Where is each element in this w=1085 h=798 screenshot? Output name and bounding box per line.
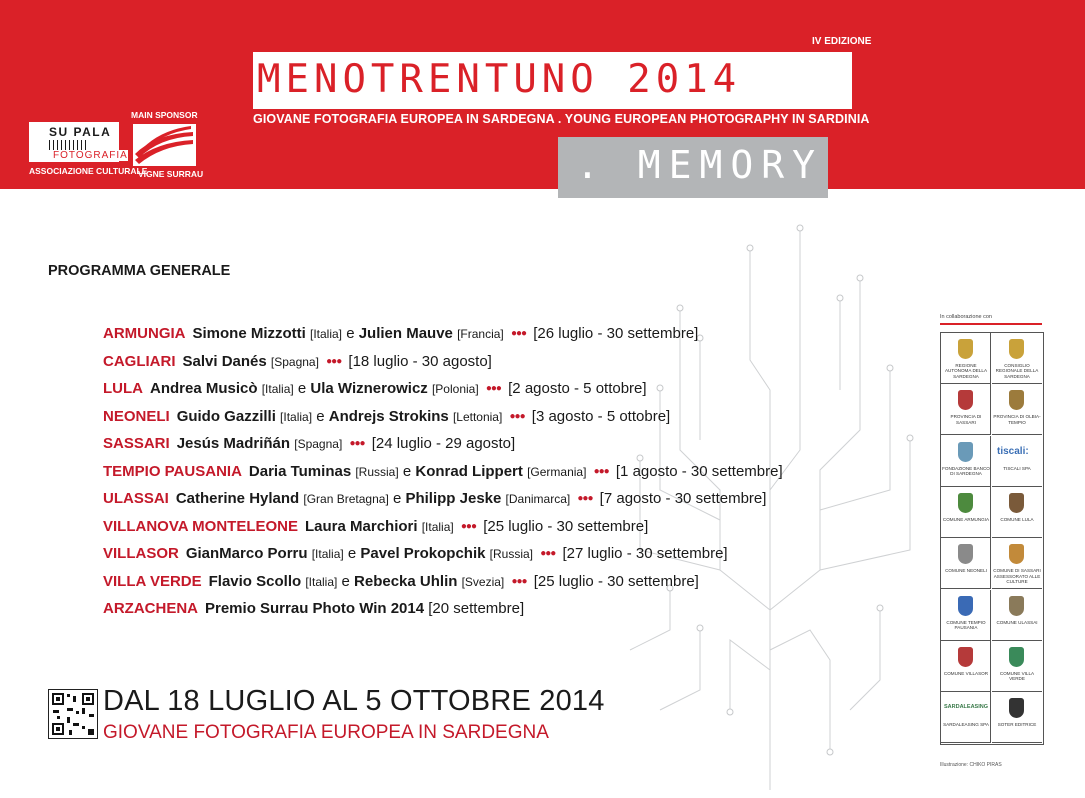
partner-label: COMUNE NEONELI [945, 568, 987, 574]
exhibition-dates: [3 agosto - 5 ottobre] [531, 407, 671, 425]
illustration-credit: Illustrazione: CHIKO PIRAS [940, 762, 1002, 768]
sponsor-caption: VIGNE SURRAU [138, 169, 204, 179]
artist-name: Flavio Scollo [208, 572, 302, 590]
programme-row [103, 403, 783, 431]
programme-row [103, 458, 783, 486]
partner-logo [941, 590, 991, 641]
artist-country: [Italia] [280, 409, 313, 424]
coat-of-arms-icon [1009, 493, 1024, 513]
collab-panel [940, 332, 1044, 745]
coat-of-arms-icon: SARDALEASING [944, 704, 989, 711]
venue-city: TEMPIO PAUSANIA [103, 462, 242, 480]
partner-logo [992, 538, 1042, 589]
venue-city: VILLASOR [103, 545, 179, 562]
separator-dots: ●●● [509, 410, 525, 422]
artist-name: Laura Marchiori [305, 517, 418, 535]
artist-name: Ula Wiznerowicz [310, 380, 428, 397]
artist-country: [Italia] [261, 382, 294, 396]
partner-logo [941, 692, 991, 743]
artist-name: Premio Surrau Photo Win 2014 [205, 600, 425, 617]
programme-title: PROGRAMMA GENERALE [48, 263, 231, 279]
artist-connector: e [341, 572, 350, 590]
partner-logo [992, 487, 1042, 538]
coat-of-arms-icon [958, 493, 973, 513]
artist-connector: e [347, 545, 357, 562]
separator-dots: ●●● [460, 520, 477, 532]
venue-city: ARMUNGIA [103, 325, 186, 342]
venue-city: NEONELI [103, 407, 170, 425]
separator-dots: ●●● [510, 328, 527, 339]
programme-row [103, 568, 783, 596]
artist-country: [Svezia] [461, 574, 505, 589]
memory-theme: . MEMORY [576, 143, 824, 187]
separator-dots: ●●● [511, 575, 527, 587]
programme-row [103, 540, 783, 568]
partner-logo [941, 384, 991, 435]
partner-label: CONSIGLIO REGIONALE DELLA SARDEGNA [995, 363, 1039, 379]
venue-city: LULA [103, 380, 143, 397]
partner-label: TISCALI SPA [1003, 465, 1031, 471]
separator-dots: ●●● [593, 465, 609, 477]
programme-row [103, 430, 783, 458]
artist-country: [Germania] [527, 464, 587, 479]
exhibition-dates: [1 agosto - 30 settembre] [615, 462, 783, 480]
exhibition-dates: [25 luglio - 30 settembre] [483, 517, 649, 535]
coat-of-arms-icon: tiscali: [997, 445, 1029, 457]
separator-dots: ●●● [540, 548, 556, 559]
title-box [253, 52, 852, 109]
partner-label: PROVINCIA DI OLBIA-TEMPIO [993, 414, 1041, 425]
artist-country: [Gran Bretagna] [303, 492, 389, 506]
exhibition-dates: [7 agosto - 30 settembre] [599, 490, 767, 507]
vigne-surrau-logo [133, 124, 196, 166]
partner-logo [992, 333, 1042, 384]
partner-logo [992, 641, 1042, 692]
artist-name: Rebecka Uhlin [354, 572, 458, 590]
artist-connector: e [392, 490, 402, 507]
partner-logo [941, 436, 991, 487]
exhibition-dates: [25 luglio - 30 settembre] [533, 572, 699, 590]
exhibition-dates: [27 luglio - 30 settembre] [562, 545, 728, 562]
coat-of-arms-icon [1009, 647, 1024, 667]
partner-label: SARDALEASING SPA [943, 722, 989, 728]
partner-logo [941, 487, 991, 538]
coat-of-arms-icon [958, 390, 973, 410]
artist-name: Guido Gazzilli [176, 407, 276, 425]
coat-of-arms-icon [1009, 544, 1024, 564]
qr-code-icon[interactable] [48, 689, 98, 739]
separator-dots: ●●● [577, 493, 593, 504]
programme-row [103, 595, 783, 623]
partner-label: COMUNE DI SASSARI ASSESSORATO ALLE CULTURE [993, 568, 1041, 584]
exhibition-dates: [2 agosto - 5 ottobre] [508, 380, 647, 397]
partner-logo [992, 436, 1042, 487]
coat-of-arms-icon [1009, 390, 1024, 410]
supalatu-logo-name: SU PALA [49, 125, 111, 139]
artist-name: Julien Mauve [358, 325, 453, 342]
artist-country: [Italia] [311, 547, 344, 561]
supalatu-caption: ASSOCIAZIONE CULTURALE [29, 166, 148, 176]
partner-logo [992, 590, 1042, 641]
barcode-icon [49, 140, 89, 150]
artist-connector: e [402, 462, 412, 480]
artist-country: [Danimarca] [505, 492, 571, 506]
artist-name: Simone Mizzotti [192, 325, 306, 342]
partner-label: PROVINCIA DI SASSARI [950, 414, 982, 425]
partner-label: COMUNE VILLA VERDE [999, 670, 1035, 682]
venue-city: VILLA VERDE [103, 572, 202, 590]
partner-label: COMUNE LULA [1000, 516, 1034, 522]
coat-of-arms-icon [1009, 698, 1024, 718]
separator-dots: ●●● [326, 355, 342, 367]
coat-of-arms-icon [958, 442, 973, 462]
coat-of-arms-icon [958, 596, 973, 616]
artist-name: Andrejs Strokins [328, 407, 449, 425]
artist-connector: e [316, 407, 325, 425]
artist-country: [Spagna] [294, 437, 343, 451]
venue-city: CAGLIARI [103, 352, 176, 370]
programme-row [103, 513, 783, 541]
artist-country: [Russia] [355, 464, 399, 479]
artist-country: [Russia] [489, 547, 534, 561]
partner-logo [941, 333, 991, 384]
exhibition-dates: [20 settembre] [428, 600, 525, 617]
venue-city: ULASSAI [103, 490, 169, 507]
artist-name: Philipp Jeske [405, 490, 502, 507]
exhibition-dates: [26 luglio - 30 settembre] [533, 325, 699, 342]
partner-logo [992, 692, 1042, 743]
vineyard-icon [133, 124, 196, 166]
collab-rule [940, 323, 1042, 325]
partner-label: COMUNE ARMUNGIA [942, 516, 990, 522]
partner-label: COMUNE VILLASOR [943, 670, 989, 676]
coat-of-arms-icon [958, 647, 973, 667]
artist-country: [Spagna] [270, 354, 319, 369]
artist-name: Konrad Lippert [415, 462, 523, 480]
partner-logo [992, 384, 1042, 435]
event-dates: DAL 18 LUGLIO AL 5 OTTOBRE 2014 [103, 685, 605, 717]
coat-of-arms-icon [1009, 339, 1024, 359]
partner-logo [941, 641, 991, 692]
separator-dots: ●●● [485, 383, 501, 394]
separator-dots: ●●● [349, 438, 365, 449]
artist-name: Salvi Danés [182, 352, 267, 370]
partner-label: COMUNE ULASSAI [996, 619, 1038, 625]
partner-label: SOTER EDITRICE [997, 722, 1037, 728]
artist-connector: e [297, 380, 307, 397]
supalatu-logo [29, 122, 148, 178]
event-subtitle: GIOVANE FOTOGRAFIA EUROPEA IN SARDEGNA [103, 722, 549, 743]
coat-of-arms-icon [958, 544, 973, 564]
venue-city: VILLANOVA MONTELEONE [103, 517, 298, 535]
edition-label: IV EDIZIONE [812, 36, 872, 47]
coat-of-arms-icon [958, 339, 973, 359]
partner-logo [941, 538, 991, 589]
partner-label: REGIONE AUTONOMA DELLA SARDEGNA [944, 363, 988, 379]
artist-country: [Lettonia] [452, 409, 503, 424]
artist-country: [Polonia] [431, 382, 479, 396]
artist-connector: e [346, 325, 355, 342]
programme-row [103, 348, 783, 376]
artist-country: [Italia] [310, 327, 343, 341]
artist-country: [Francia] [457, 327, 504, 341]
exhibition-dates: [24 luglio - 29 agosto] [371, 435, 516, 452]
main-title: MENOTRENTUNO 2014 [257, 57, 742, 102]
artist-name: Pavel Prokopchik [360, 545, 486, 562]
sponsor-label: MAIN SPONSOR [131, 110, 198, 120]
programme-row [103, 320, 783, 348]
artist-country: [Italia] [421, 519, 454, 534]
memory-box [558, 137, 828, 198]
coat-of-arms-icon [1009, 596, 1024, 616]
programme-row [103, 375, 783, 403]
header-band [0, 0, 1085, 189]
artist-country: [Italia] [305, 574, 338, 589]
exhibition-dates: [18 luglio - 30 agosto] [348, 352, 492, 370]
artist-name: Catherine Hyland [175, 490, 300, 507]
artist-name: GianMarco Porru [185, 545, 308, 562]
venue-city: SASSARI [103, 435, 170, 452]
programme-row [103, 485, 783, 513]
collab-title: In collaborazione con [940, 314, 992, 320]
artist-name: Daria Tuminas [248, 462, 352, 480]
partner-label: COMUNE TEMPIO PAUSANIA [946, 619, 986, 630]
partner-label: FONDAZIONE BANCO DI SARDEGNA [942, 465, 990, 476]
venue-city: ARZACHENA [103, 600, 198, 617]
supalatu-logo-sub: FOTOGRAFIA [53, 150, 128, 161]
programme-list [103, 320, 783, 623]
artist-name: Andrea Musicò [150, 380, 258, 397]
header-subtitle: GIOVANE FOTOGRAFIA EUROPEA IN SARDEGNA . YOUNG EUROPEAN PHOTOGRAPHY IN SARDINIA [253, 112, 870, 126]
supalatu-logo-box [29, 122, 128, 162]
artist-name: Jesús Madriñán [176, 435, 291, 452]
